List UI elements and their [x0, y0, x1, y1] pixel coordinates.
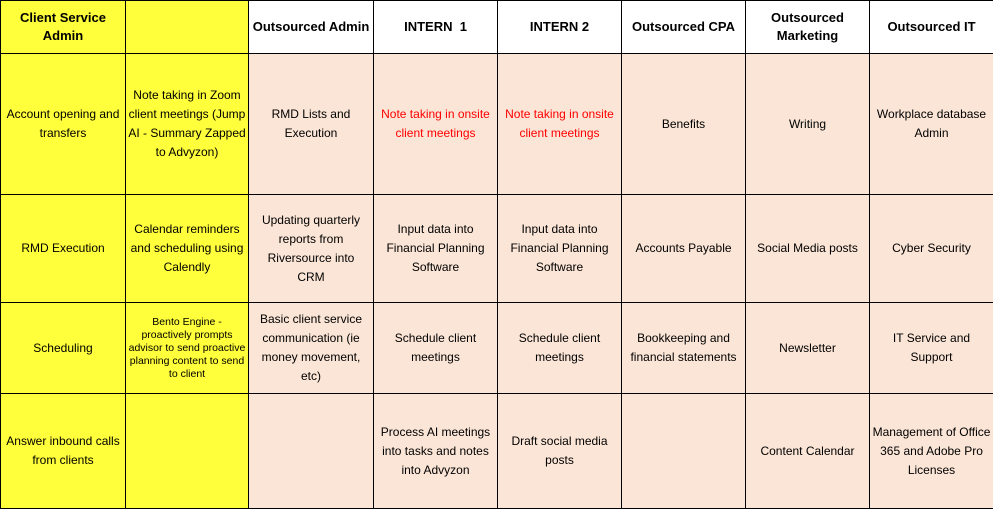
- table-row: [1, 54, 993, 195]
- header-outsourced-marketing: Outsourced Marketing: [746, 1, 870, 54]
- cell: RMD Lists and Execution: [249, 54, 374, 195]
- cell: Note taking in onsite client meetings: [374, 54, 498, 195]
- cell: Writing: [746, 54, 870, 195]
- cell: Input data into Financial Planning Software: [374, 195, 498, 303]
- header-outsourced-cpa: Outsourced CPA: [622, 1, 746, 54]
- header-client-service-admin: Client Service Admin: [1, 1, 126, 54]
- cell: [622, 394, 746, 509]
- cell: Bookkeeping and financial statements: [622, 303, 746, 394]
- cell: Answer inbound calls from clients: [1, 394, 126, 509]
- cell: Bento Engine - proactively prompts advisor to send proactive planning content to send to client: [126, 303, 249, 394]
- cell: Note taking in Zoom client meetings (Jump AI - Summary Zapped to Advyzon): [126, 54, 249, 195]
- cell: Accounts Payable: [622, 195, 746, 303]
- cell: Workplace database Admin: [870, 54, 993, 195]
- cell: RMD Execution: [1, 195, 126, 303]
- table-row: [1, 195, 993, 303]
- table-row: [1, 394, 993, 509]
- cell: Draft social media posts: [498, 394, 622, 509]
- cell: Cyber Security: [870, 195, 993, 303]
- cell: [126, 394, 249, 509]
- cell: Schedule client meetings: [498, 303, 622, 394]
- header-intern-1: INTERN 1: [374, 1, 498, 54]
- cell: Content Calendar: [746, 394, 870, 509]
- cell: Social Media posts: [746, 195, 870, 303]
- header-outsourced-admin: Outsourced Admin: [249, 1, 374, 54]
- cell: Newsletter: [746, 303, 870, 394]
- cell: Management of Office 365 and Adobe Pro Licenses: [870, 394, 993, 509]
- cell: Account opening and transfers: [1, 54, 126, 195]
- cell: Note taking in onsite client meetings: [498, 54, 622, 195]
- header-row: [1, 1, 993, 54]
- header-blank: [126, 1, 249, 54]
- cell: Schedule client meetings: [374, 303, 498, 394]
- header-outsourced-it: Outsourced IT: [870, 1, 993, 54]
- cell: [249, 394, 374, 509]
- table-row: [1, 303, 993, 394]
- cell: Benefits: [622, 54, 746, 195]
- cell: Basic client service communication (ie money movement, etc): [249, 303, 374, 394]
- cell: Input data into Financial Planning Software: [498, 195, 622, 303]
- cell: Scheduling: [1, 303, 126, 394]
- cell: Calendar reminders and scheduling using Calendly: [126, 195, 249, 303]
- cell: Updating quarterly reports from Riversource into CRM: [249, 195, 374, 303]
- cell: Process AI meetings into tasks and notes into Advyzon: [374, 394, 498, 509]
- cell: IT Service and Support: [870, 303, 993, 394]
- header-intern-2: INTERN 2: [498, 1, 622, 54]
